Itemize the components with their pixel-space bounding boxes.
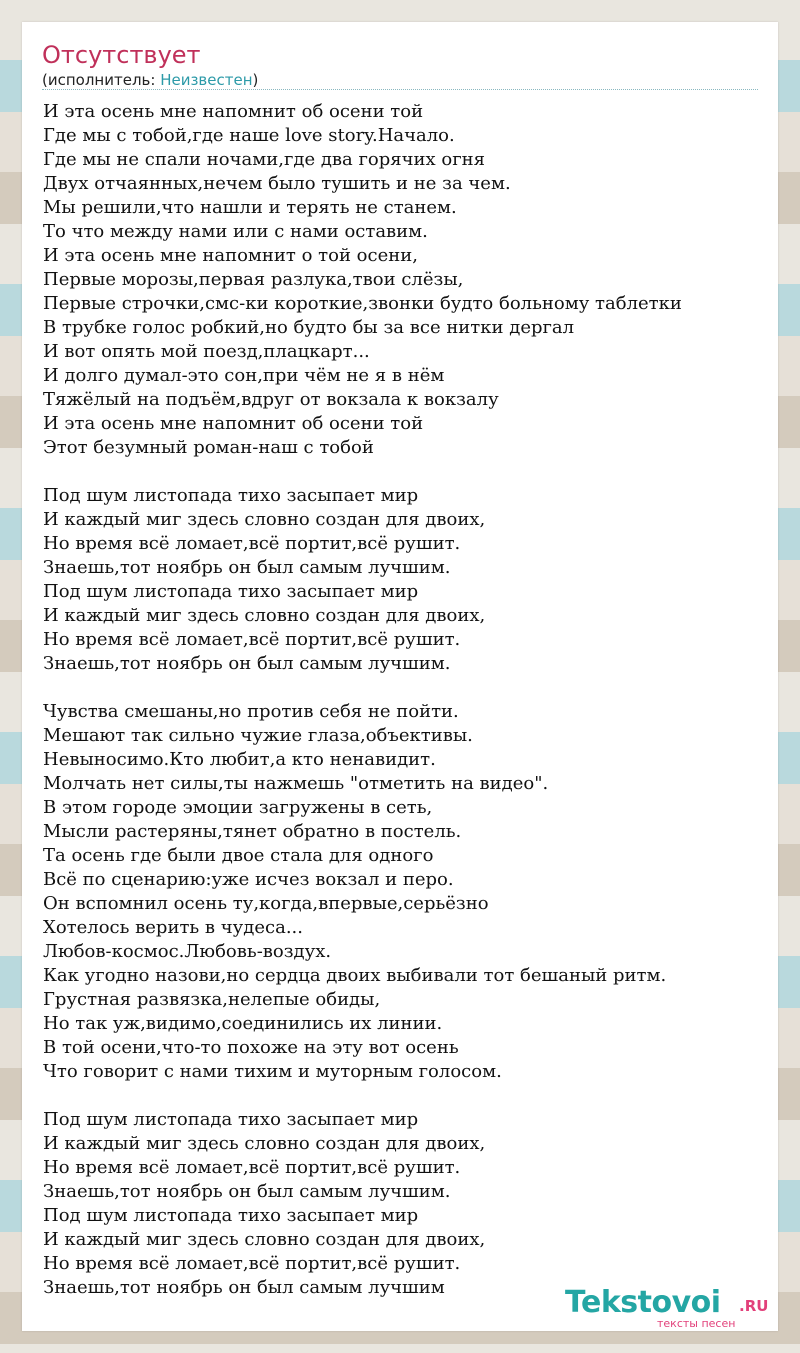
lyric-line: Но так уж,видимо,соединились их линии. — [43, 1013, 443, 1034]
lyric-line: Знаешь,тот ноябрь он был самым лучшим — [43, 1277, 445, 1298]
lyric-line: Этот безумный роман-наш с тобой — [43, 437, 374, 458]
lyric-line: Мешают так сильно чужие глаза,объективы. — [43, 725, 473, 746]
lyric-line: Где мы не спали ночами,где два горячих огня — [43, 149, 486, 170]
lyric-line: Под шум листопада тихо засыпает мир — [43, 1109, 419, 1130]
lyric-line: И вот опять мой поезд,плацкарт... — [43, 341, 370, 362]
logo-tagline: тексты песен — [657, 1317, 736, 1330]
lyric-line: И эта осень мне напомнит о той осени, — [43, 245, 418, 266]
stanza-gap — [43, 460, 768, 484]
logo-domain: .RU — [739, 1297, 769, 1315]
lyric-line: И каждый миг здесь словно создан для двоих, — [43, 1133, 486, 1154]
lyric-line: В той осени,что-то похоже на эту вот осень — [43, 1037, 459, 1058]
lyric-line: Та осень где были двое стала для одного — [43, 845, 434, 866]
lyric-line: И каждый миг здесь словно создан для двоих, — [43, 605, 486, 626]
lyric-line: В трубке голос робкий,но будто бы за все нитки дергал — [43, 317, 575, 338]
lyric-line: Но время всё ломает,всё портит,всё рушит. — [43, 1157, 461, 1178]
lyric-line: Он вспомнил осень ту,когда,впервые,серьёзно — [43, 893, 489, 914]
lyric-line: Двух отчаянных,нечем было тушить и не за чем. — [43, 173, 511, 194]
lyric-line: И эта осень мне напомнит об осени той — [43, 413, 424, 434]
lyric-line: И каждый миг здесь словно создан для двоих, — [43, 1229, 486, 1250]
lyric-line: Что говорит с нами тихим и муторным голосом. — [43, 1061, 502, 1082]
lyric-line: И эта осень мне напомнит об осени той — [43, 101, 424, 122]
title-divider — [42, 89, 758, 90]
lyric-line: В этом городе эмоции загружены в сеть, — [43, 797, 433, 818]
lyric-line: Первые морозы,первая разлука,твои слёзы, — [43, 269, 464, 290]
lyric-line: Мысли растеряны,тянет обратно в постель. — [43, 821, 462, 842]
lyrics-card — [22, 22, 778, 1331]
lyric-line: Под шум листопада тихо засыпает мир — [43, 581, 419, 602]
lyric-line: Хотелось верить в чудеса... — [43, 917, 303, 938]
site-logo[interactable] — [565, 1285, 770, 1329]
logo-wordmark: Tekstovoi — [565, 1285, 721, 1320]
lyric-line: И каждый миг здесь словно создан для двоих, — [43, 509, 486, 530]
lyric-line: И долго думал-это сон,при чём не я в нём — [43, 365, 445, 386]
lyric-line: Под шум листопада тихо засыпает мир — [43, 1205, 419, 1226]
lyric-line: Знаешь,тот ноябрь он был самым лучшим. — [43, 653, 451, 674]
lyric-line: Как угодно назови,но сердца двоих выбивали тот бешаный ритм. — [43, 965, 667, 986]
lyric-line: Любов-космос.Любовь-воздух. — [43, 941, 332, 962]
lyric-line: Тяжёлый на подъём,вдруг от вокзала к вокзалу — [43, 389, 499, 410]
lyric-line: Чувства смешаны,но против себя не пойти. — [43, 701, 459, 722]
lyric-line: То что между нами или с нами оставим. — [43, 221, 428, 242]
lyric-line: Первые строчки,смс-ки короткие,звонки будто больному таблетки — [43, 293, 682, 314]
song-title: Отсутствует — [42, 41, 201, 69]
lyric-line: Невыносимо.Кто любит,а кто ненавидит. — [43, 749, 436, 770]
lyric-line: Знаешь,тот ноябрь он был самым лучшим. — [43, 557, 451, 578]
lyrics-body — [43, 100, 768, 1300]
lyric-line: Всё по сценарию:уже исчез вокзал и перо. — [43, 869, 454, 890]
lyric-line: Под шум листопада тихо засыпает мир — [43, 485, 419, 506]
stanza-gap — [43, 1084, 768, 1108]
lyric-line: Знаешь,тот ноябрь он был самым лучшим. — [43, 1181, 451, 1202]
lyric-line: Где мы с тобой,где наше love story.Начало. — [43, 125, 455, 146]
artist-suffix: ) — [252, 71, 259, 89]
lyric-line: Грустная развязка,нелепые обиды, — [43, 989, 381, 1010]
artist-line — [42, 71, 258, 89]
stanza-gap — [43, 676, 768, 700]
lyric-line: Но время всё ломает,всё портит,всё рушит. — [43, 629, 461, 650]
artist-prefix: (исполнитель: — [42, 71, 161, 89]
lyric-line: Мы решили,что нашли и терять не станем. — [43, 197, 457, 218]
lyric-line: Но время всё ломает,всё портит,всё рушит. — [43, 1253, 461, 1274]
artist-link[interactable]: Неизвестен — [160, 71, 253, 89]
lyric-line: Но время всё ломает,всё портит,всё рушит. — [43, 533, 461, 554]
lyric-line: Молчать нет силы,ты нажмешь "отметить на видео". — [43, 773, 549, 794]
